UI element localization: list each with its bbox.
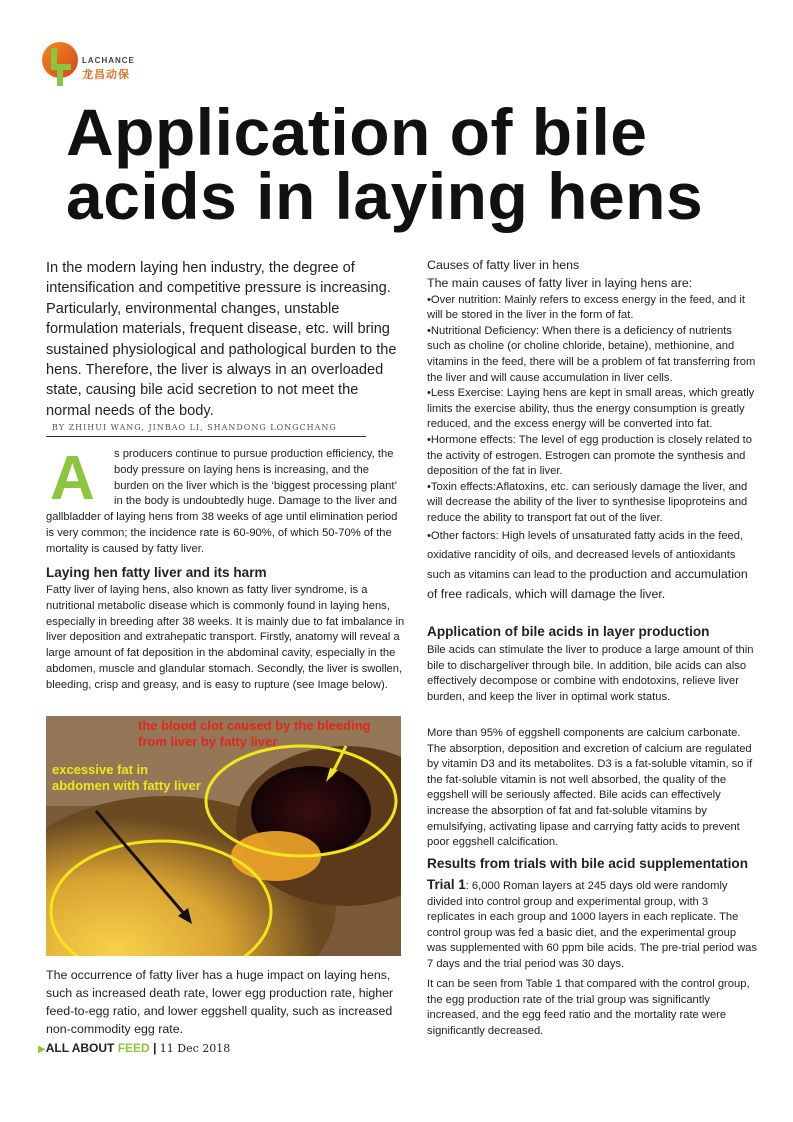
footer-date: 11 Dec 2018 [159, 1042, 231, 1055]
causes-heading: Causes of fatty liver in hens [427, 258, 580, 272]
trial-text: 6,000 Roman layers at 245 days old were randomly divided into control group and experimental group, with 3 replicates in each group and 1000 layers in each replicate. The control group was fed a basic diet, and the experimental group was supplemented with 60 ppm bile acids. The pre-trial period was 7 days and the trial period was 30 days. [427, 880, 757, 970]
logo-text-cn: 龙昌动保 [82, 69, 130, 81]
page-footer [38, 1041, 230, 1055]
logo-text-en: LACHANCE [82, 56, 135, 65]
trial-paragraph-1 [427, 877, 757, 973]
cause-item: •Hormone effects: The level of egg production is closely related to the activity of estrogen. Estrogen can promote the synthesis and deposition of the fat in liver. [427, 433, 753, 478]
article-byline: BY ZHIHUI WANG, JINBAO LI, SHANDONG LONGCHANG [52, 423, 337, 432]
section-heading-fatty-liver: Laying hen fatty liver and its harm [46, 565, 267, 580]
section-heading-results: Results from trials with bile acid supplementation [427, 856, 749, 871]
section-heading-application: Application of bile acids in layer production [427, 624, 710, 639]
footer-brand-a: ALL ABOUT [45, 1041, 115, 1055]
cause-item-text: •Other factors: High levels of unsaturated fatty acids in the feed, oxidative rancidity of oils, and decreased levels of antioxidants such as vitamins can lead to the [427, 529, 744, 581]
application-paragraph-1: Bile acids can stimulate the liver to produce a large amount of thin bile to dischargeliver through bile. In addition, bile acids can also effectively decompose or combine with endotoxins, relieve liver burden, and keep the liver in optimal work status. [427, 644, 754, 703]
application-paragraph-2: More than 95% of eggshell components are calcium carbonate. The absorption, deposition and excretion of calcium are regulated by vitamin D3 and its metabolites. D3 is a fat-soluble vitamin, so if the fat-soluble vitamin is not well absorbed, the quality of the eggshell will be seriously affected. Bile acids can effectively increase the absorption of fat and fat-soluble vitamins by emulsifying, activating lipase and carrying fatty acids to prevent poor eggshell calcification. [427, 727, 753, 849]
fatty-liver-photo-image [46, 716, 401, 956]
article-intro: In the modern laying hen industry, the degree of intensification and competitive pressure is increasing. Particularly, environmental changes, unstable formulation materials, frequent disease, etc. will bring sustained physiological and pathological burden to the hens. Therefore, the liver is always in an overloaded state, causing bile acid secretion to not meet the normal needs of the body. [46, 260, 397, 419]
trial-colon: : [465, 880, 469, 892]
drop-cap: A [50, 444, 95, 513]
cause-item-end: production and accumulation of free radicals, which will damage the liver. [427, 566, 748, 601]
publisher-logo [42, 42, 162, 84]
photo-caption: The occurrence of fatty liver has a huge impact on laying hens, such as increased death rate, lower egg production rate, higher feed-to-egg ratio, and lower eggshell quality, such as increased non-commodity egg rate. [46, 968, 394, 1036]
fatty-liver-photo [46, 716, 401, 956]
byline-divider [46, 436, 366, 437]
photo-label-blood-clot: the blood clot caused by the bleeding from liver by fatty liver [138, 718, 371, 749]
logo-mark-icon [42, 42, 78, 78]
cause-item: •Over nutrition: Mainly refers to excess energy in the feed, and it will be stored in the liver in the form of fat. [427, 293, 745, 322]
trial-label: Trial 1 [427, 877, 466, 892]
causes-list [427, 276, 757, 605]
lead-paragraph [46, 444, 406, 558]
photo-label-abdomen-fat: excessive fat in abdomen with fatty liver [52, 762, 201, 793]
cause-item: •Toxin effects:Aflatoxins, etc. can seriously damage the liver, and will decrease the ability of the liver to synthesise lipoproteins and reduce the ability to transport fat out of the liver. [427, 480, 748, 524]
section-body-fatty-liver: Fatty liver of laying hens, also known as fatty liver syndrome, is a nutritional metabolic disease which is commonly found in laying hens, especially in breeding after 38 weeks. It is mainly due to fat imbalance in liver deposition and extrahepatic transport. Firstly, anatomy will reveal a large amount of fat deposition in the abdominal cavity, especially in the abdomen, muscle and glandular stomach. Secondly, the liver is swollen, bleeding, crisp and greasy, and is easy to rupture (see Image below). [46, 584, 405, 691]
footer-separator: | [153, 1041, 157, 1055]
cause-item [427, 527, 757, 605]
article-title: Application of bile acids in laying hens [66, 95, 704, 233]
cause-item: •Nutritional Deficiency: When there is a deficiency of nutrients such as choline (or choline chloride, betaine), methionine, and vitamins in the feed, there will be a problem of fat transferring from the liver and will cause accumulation in liver cells. [427, 324, 756, 384]
lead-text: s producers continue to pursue production efficiency, the body pressure on laying hens is increasing, and the burden on the liver which is the ‘biggest processing plant’ in the body is undoubtedly huge. Damage to the liver and gallbladder of laying hens from 38 weeks of age until elimination period is very common; the incidence rate is 60-90%, of which 50-70% of the mortality is caused by fatty liver. [46, 448, 398, 555]
causes-intro: The main causes of fatty liver in laying hens are: [427, 276, 693, 290]
footer-triangle-icon: ▶ [38, 1044, 46, 1055]
trial-paragraph-2: It can be seen from Table 1 that compared with the control group, the egg production rate of the trial group was significantly increased, and the egg feed ratio and the mortality rate were significantly decreased. [427, 978, 750, 1037]
cause-item: •Less Exercise: Laying hens are kept in small areas, which greatly limits the exercise ability, thus the energy consumption is greatly reduced, and the excess energy will be converted into fat. [427, 387, 755, 431]
footer-brand-b: FEED [117, 1041, 150, 1055]
